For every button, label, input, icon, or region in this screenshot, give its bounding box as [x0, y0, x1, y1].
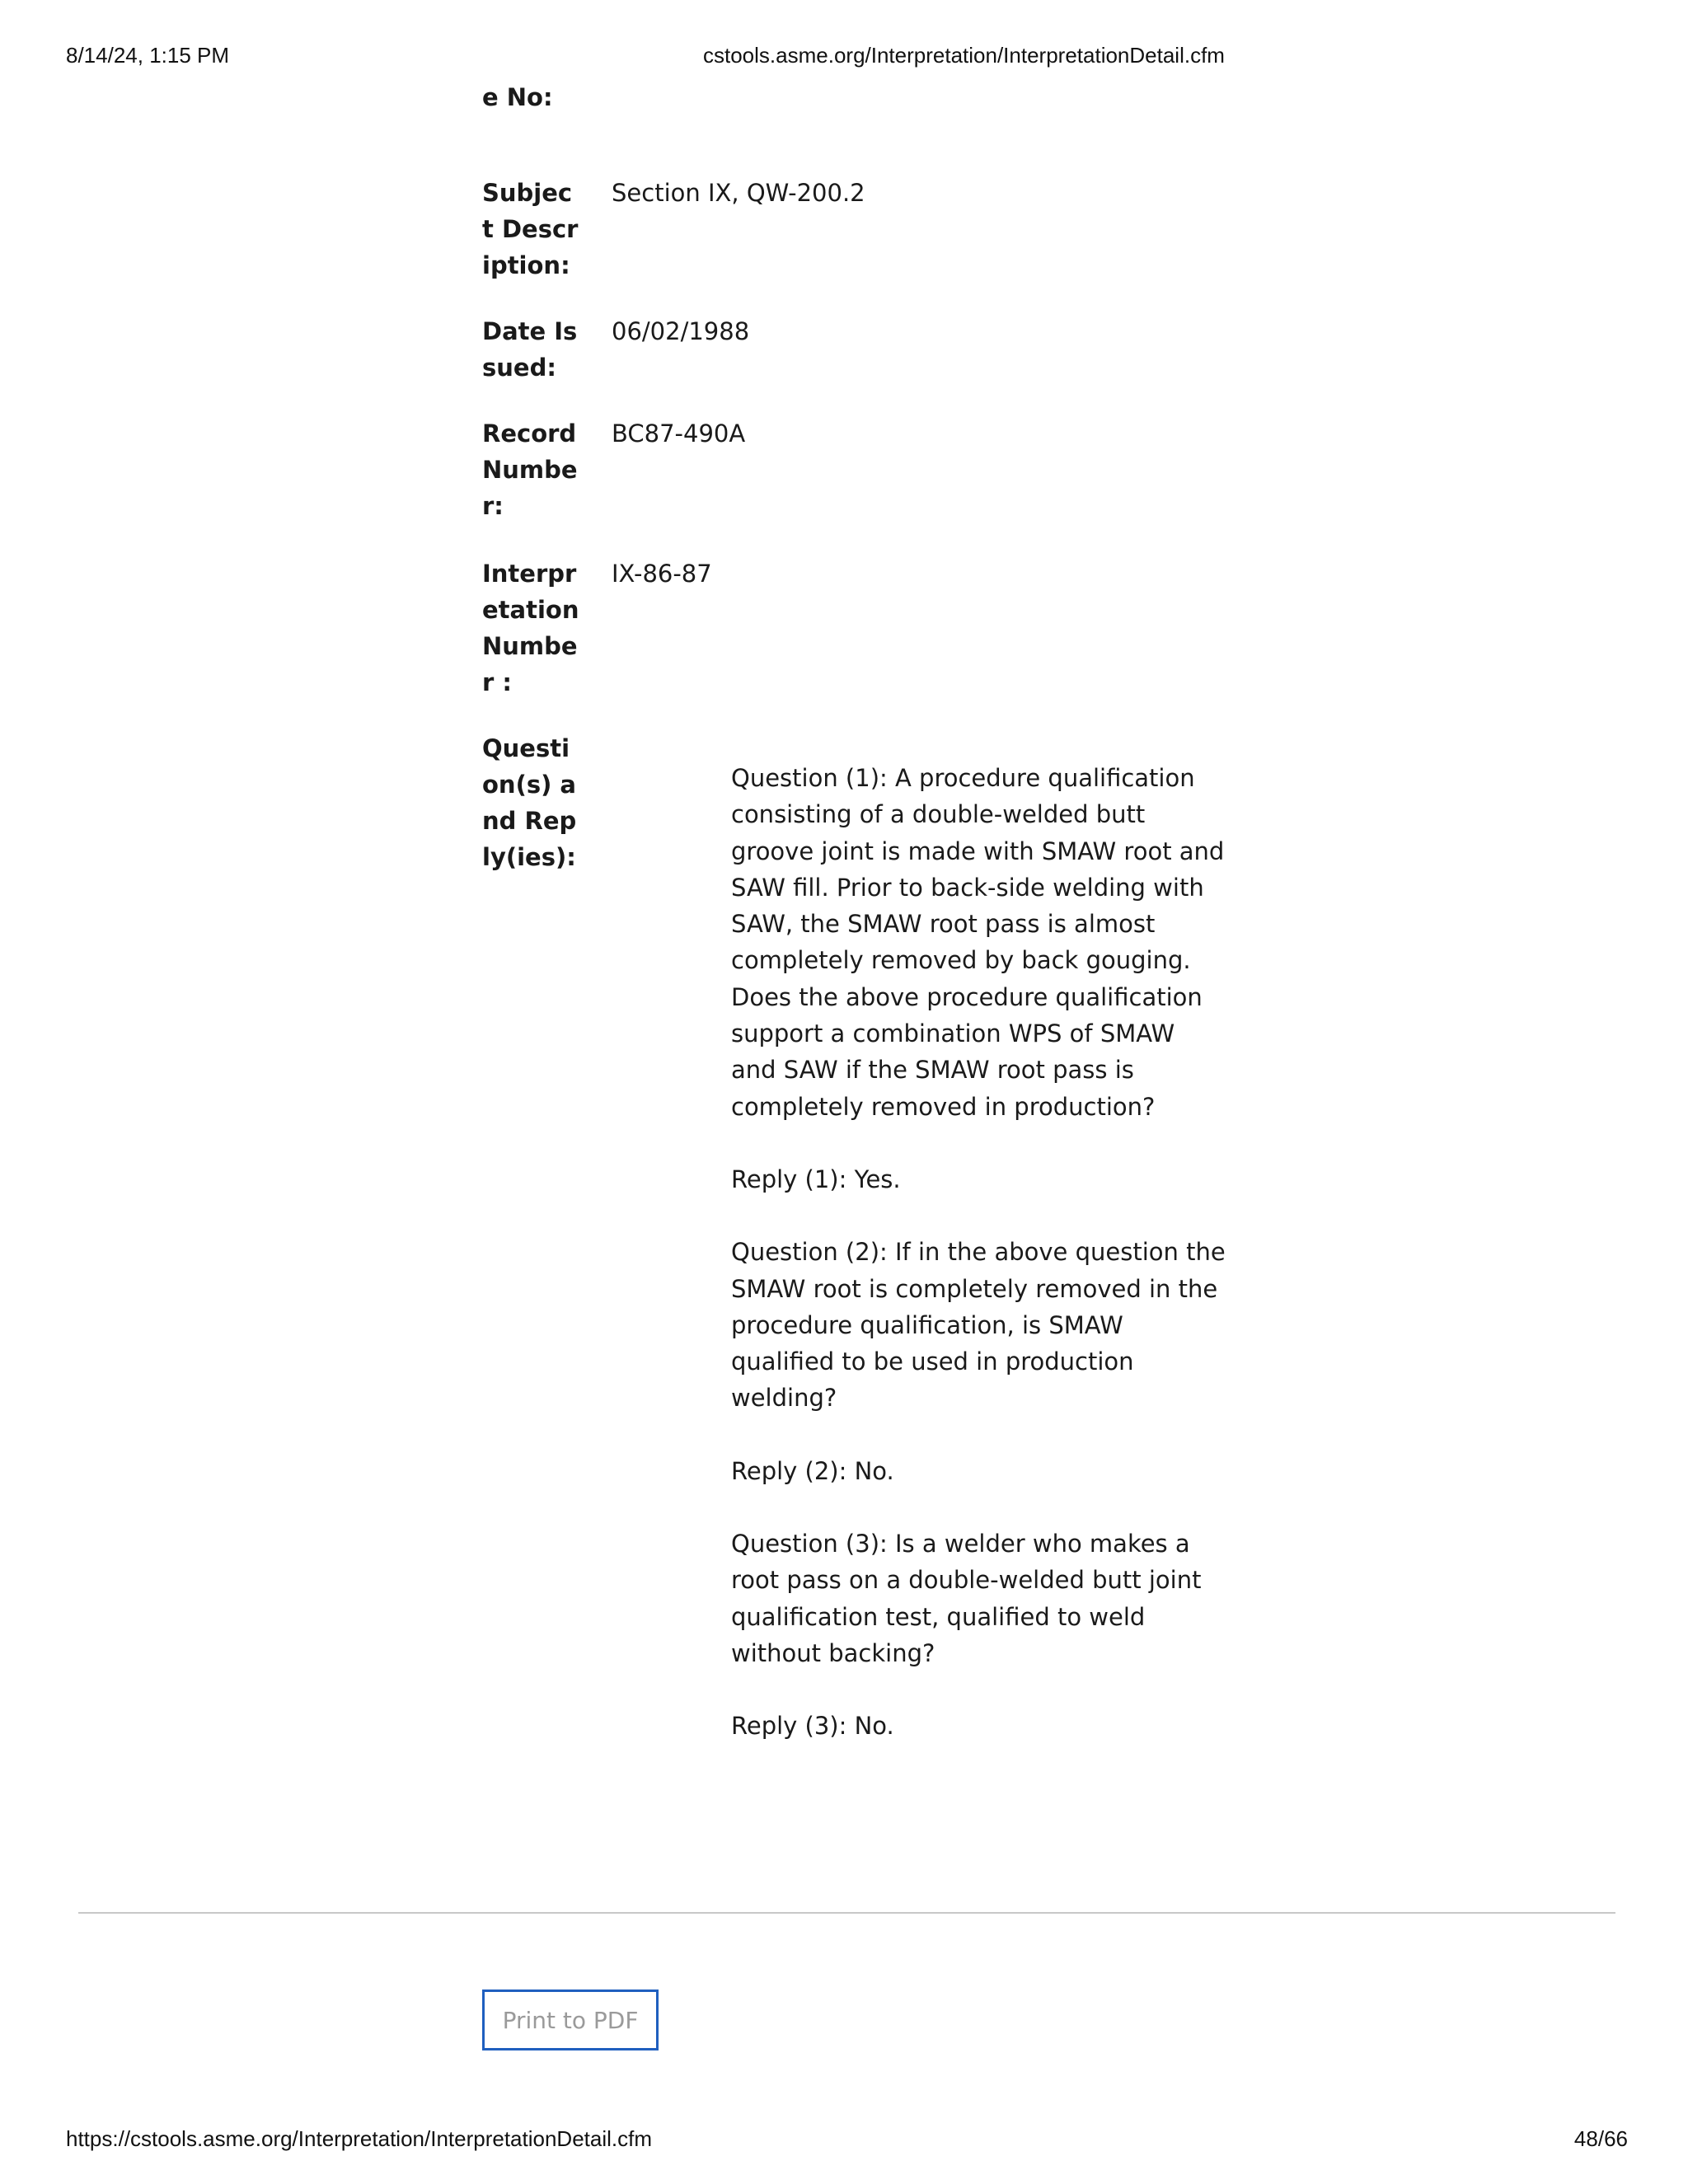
interpretation-number-label: Interpretation Number : — [482, 560, 579, 696]
print-footer-page-number: 48/66 — [1573, 2126, 1628, 2151]
subject-label: Subject Description: — [482, 179, 579, 279]
question-2: Question (2): If in the above question the SMAW root is completely removed in the procedure qualification, is SMAW qualified to be used in production welding? — [731, 1238, 1226, 1413]
reply-2: Reply (2): No. — [731, 1456, 894, 1485]
question-3: Question (3): Is a welder who makes a root pass on a double-welded butt joint qualification test, qualified to weld without backing? — [731, 1530, 1202, 1667]
record-number-label: Record Number: — [482, 419, 578, 520]
question-1: Question (1): A procedure qualification consisting of a double-welded butt groove joint is made with SMAW root and SAW fill. Prior to back-side welding with SAW, the SMAW root pass is almost completely removed by back gouging. Does the above procedure qualification support a combination WPS of SMAW and SAW if the SMAW root pass is completely removed in production? — [731, 764, 1225, 1121]
footer-divider — [78, 1912, 1615, 1914]
reply-1: Reply (1): Yes. — [731, 1165, 901, 1193]
reply-3: Reply (3): No. — [731, 1712, 894, 1741]
record-number-value: BC87-490A — [612, 419, 746, 448]
questions-replies-label: Question(s) and Reply(ies): — [482, 734, 577, 871]
date-issued-label: Date Issued: — [482, 317, 578, 382]
subject-value: Section IX, QW-200.2 — [612, 179, 865, 207]
case-no-label: e No: — [482, 83, 553, 111]
interpretation-number-value: IX-86-87 — [612, 560, 712, 588]
date-issued-value: 06/02/1988 — [612, 317, 750, 345]
print-header-url: cstools.asme.org/Interpretation/InterpretationDetail.cfm — [703, 43, 1225, 68]
questions-replies-body — [731, 760, 1226, 1781]
print-header-datetime: 8/14/24, 1:15 PM — [66, 43, 230, 68]
print-footer-url: https://cstools.asme.org/Interpretation/InterpretationDetail.cfm — [66, 2126, 653, 2151]
print-to-pdf-button[interactable]: Print to PDF — [482, 1990, 659, 2050]
